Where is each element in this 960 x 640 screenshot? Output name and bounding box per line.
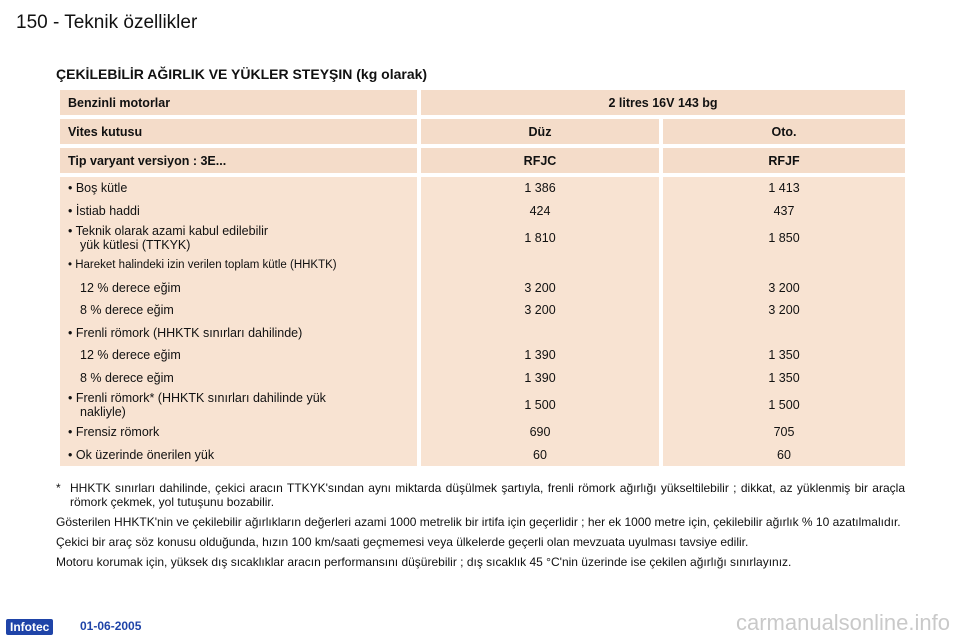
row-label-line1: • Frenli römork* (HHKTK sınırları dahilinde yük <box>68 391 326 405</box>
table-row <box>60 344 905 367</box>
gearbox-row <box>60 119 905 144</box>
page-header: 150 - Teknik özellikler <box>16 12 198 33</box>
note-paragraph: Motoru korumak için, yüksek dış sıcaklıklar aracın performansını düşürebilir ; dış sıcaklık 45 °C'nin üzerinde ise çekilen ağırlığı sınırlayınız. <box>56 555 792 569</box>
gearbox-auto: Oto. <box>663 119 905 144</box>
row-manual: 1 390 <box>421 344 659 367</box>
variant-row <box>60 148 905 173</box>
row-auto: 1 500 <box>663 389 905 421</box>
section-title: ÇEKİLEBİLİR AĞIRLIK VE YÜKLER STEYŞIN (kg olarak) <box>56 66 428 82</box>
row-label-line2: nakliyle) <box>80 405 126 419</box>
gearbox-label: Vites kutusu <box>60 119 417 144</box>
row-auto: 1 850 <box>663 222 905 254</box>
table-row <box>60 277 905 300</box>
row-label: • Frensiz römork <box>60 421 417 444</box>
row-label-line1: • Teknik olarak azami kabul edilebilir <box>68 224 269 238</box>
row-manual: 1 386 <box>421 177 659 200</box>
row-auto <box>663 322 905 345</box>
row-label: • Boş kütle <box>60 177 417 200</box>
footnote <box>56 481 905 509</box>
variant-manual: RFJC <box>421 148 659 173</box>
row-auto: 3 200 <box>663 299 905 322</box>
towing-weights-table <box>56 90 909 466</box>
table-row <box>60 421 905 444</box>
row-auto: 3 200 <box>663 277 905 300</box>
footnote-star: * <box>56 481 61 495</box>
row-auto: 705 <box>663 421 905 444</box>
row-manual: 3 200 <box>421 277 659 300</box>
table-row <box>60 254 905 277</box>
table-row <box>60 389 905 421</box>
row-label-line2: yük kütlesi (TTKYK) <box>80 238 191 252</box>
row-manual <box>421 322 659 345</box>
engine-row <box>60 90 905 115</box>
row-label: • Ok üzerinde önerilen yük <box>60 444 417 467</box>
footnote-text: HHKTK sınırları dahilinde, çekici aracın TTKYK'sından aynı miktarda düşülmek şartıyla, frenli römork ağırlığı yükseltilebilir ; dikkat, az yüklenmiş bir araçla römork çekmek, yol tutuşunu bozabilir. <box>70 481 905 509</box>
row-manual: 60 <box>421 444 659 467</box>
row-manual: 690 <box>421 421 659 444</box>
row-manual: 1 500 <box>421 389 659 421</box>
note-paragraph: Çekici bir araç söz konusu olduğunda, hızın 100 km/saati geçmemesi veya ülkelerde geçerli olan mevzuata uyulması tavsiye edilir. <box>56 535 749 549</box>
row-auto: 1 350 <box>663 344 905 367</box>
row-manual: 424 <box>421 200 659 223</box>
row-auto: 60 <box>663 444 905 467</box>
gearbox-manual: Düz <box>421 119 659 144</box>
row-manual: 3 200 <box>421 299 659 322</box>
row-label <box>60 389 417 421</box>
variant-auto: RFJF <box>663 148 905 173</box>
row-label <box>60 222 417 254</box>
row-manual: 1 810 <box>421 222 659 254</box>
table-row <box>60 322 905 345</box>
row-manual: 1 390 <box>421 367 659 390</box>
row-label: • İstiab haddi <box>60 200 417 223</box>
variant-label: Tip varyant versiyon : 3E... <box>60 148 417 173</box>
row-auto: 437 <box>663 200 905 223</box>
row-manual <box>421 254 659 277</box>
note-paragraph: Gösterilen HHKTK'nin ve çekilebilir ağırlıkların değerleri azami 1000 metrelik bir irtifa için geçerlidir ; her ek 1000 metre için, çekilebilir ağırlık % 10 azatılmalıdır. <box>56 515 901 529</box>
table-row <box>60 444 905 467</box>
watermark: carmanualsonline.info <box>735 610 950 635</box>
table-row <box>60 200 905 223</box>
row-label: 8 % derece eğim <box>60 367 417 390</box>
row-auto: 1 350 <box>663 367 905 390</box>
row-auto: 1 413 <box>663 177 905 200</box>
row-label: • Hareket halindeki izin verilen toplam kütle (HHKTK) <box>60 254 417 277</box>
row-label: • Frenli römork (HHKTK sınırları dahilinde) <box>60 322 417 345</box>
row-label: 12 % derece eğim <box>60 277 417 300</box>
row-label: 8 % derece eğim <box>60 299 417 322</box>
engine-label: Benzinli motorlar <box>60 90 417 115</box>
publication-date: 01-06-2005 <box>80 619 142 633</box>
engine-value: 2 litres 16V 143 bg <box>421 90 905 115</box>
row-auto <box>663 254 905 277</box>
row-label: 12 % derece eğim <box>60 344 417 367</box>
table-row <box>60 177 905 200</box>
table-row <box>60 367 905 390</box>
notes-section <box>56 481 905 575</box>
table-row <box>60 299 905 322</box>
infotec-logo: Infotec <box>6 619 53 635</box>
table-row <box>60 222 905 254</box>
